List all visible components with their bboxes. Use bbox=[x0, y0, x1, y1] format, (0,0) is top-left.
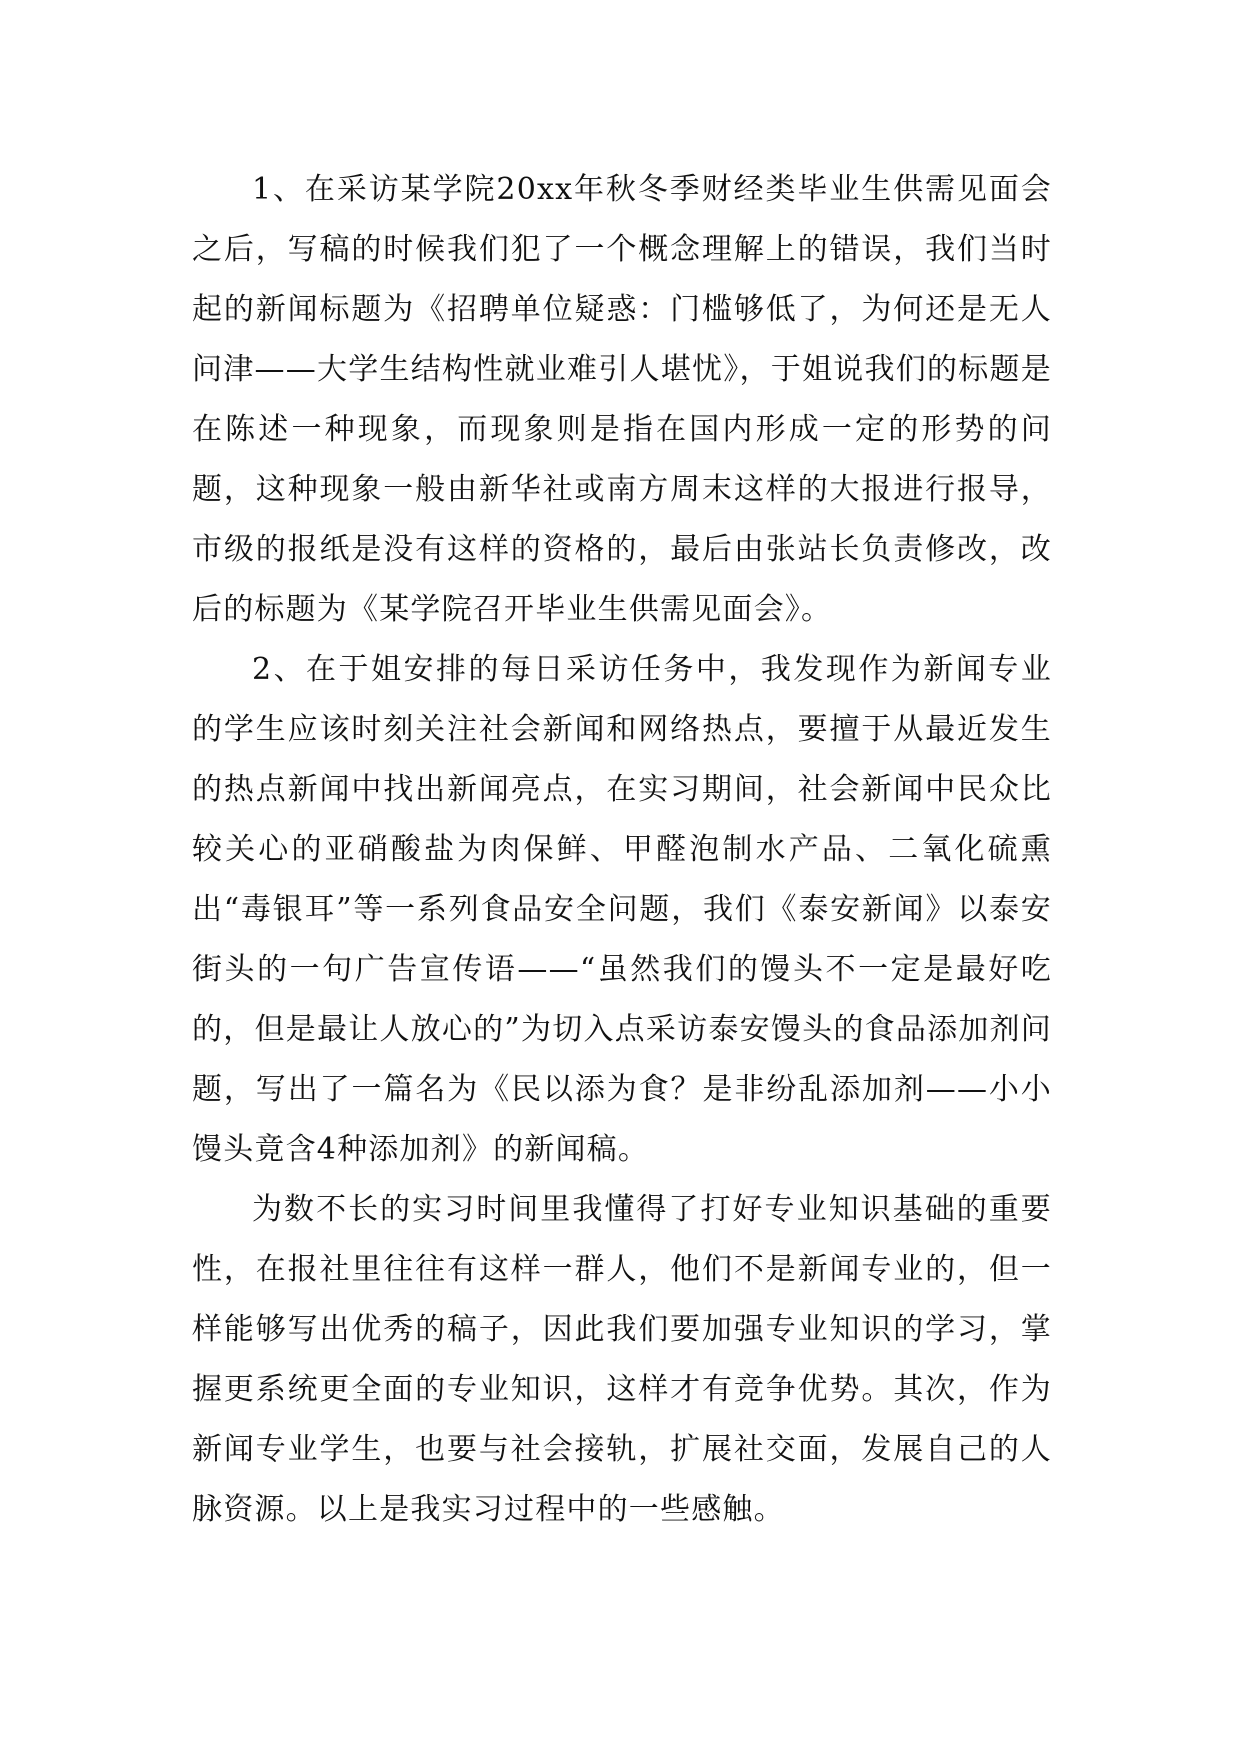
paragraph-1: 1、在采访某学院20xx年秋冬季财经类毕业生供需见面会之后，写稿的时候我们犯了一个概念理解上的错误，我们当时起的新闻标题为《招聘单位疑惑：门槛够低了，为何还是无人问津——大学生结构性就业难引人堪忧》，于姐说我们的标题是在陈述一种现象，而现象则是指在国内形成一定的形势的问题，这种现象一般由新华社或南方周末这样的大报进行报导，市级的报纸是没有这样的资格的，最后由张站长负责修改，改后的标题为《某学院召开毕业生供需见面会》。 bbox=[192, 172, 1052, 627]
document-body bbox=[192, 160, 1052, 1540]
paragraph-3: 为数不长的实习时间里我懂得了打好专业知识基础的重要性，在报社里往往有这样一群人，他们不是新闻专业的，但一样能够写出优秀的稿子，因此我们要加强专业知识的学习，掌握更系统更全面的专业知识，这样才有竞争优势。其次，作为新闻专业学生，也要与社会接轨，扩展社交面，发展自己的人脉资源。以上是我实习过程中的一些感触。 bbox=[192, 1192, 1052, 1527]
paragraph-2: 2、在于姐安排的每日采访任务中，我发现作为新闻专业的学生应该时刻关注社会新闻和网络热点，要擅于从最近发生的热点新闻中找出新闻亮点，在实习期间，社会新闻中民众比较关心的亚硝酸盐为肉保鲜、甲醛泡制水产品、二氧化硫熏出“毒银耳”等一系列食品安全问题，我们《泰安新闻》以泰安街头的一句广告宣传语——“虽然我们的馒头不一定是最好吃的，但是最让人放心的”为切入点采访泰安馒头的食品添加剂问题，写出了一篇名为《民以添为食？是非纷乱添加剂——小小馒头竟含4种添加剂》的新闻稿。 bbox=[192, 652, 1052, 1167]
